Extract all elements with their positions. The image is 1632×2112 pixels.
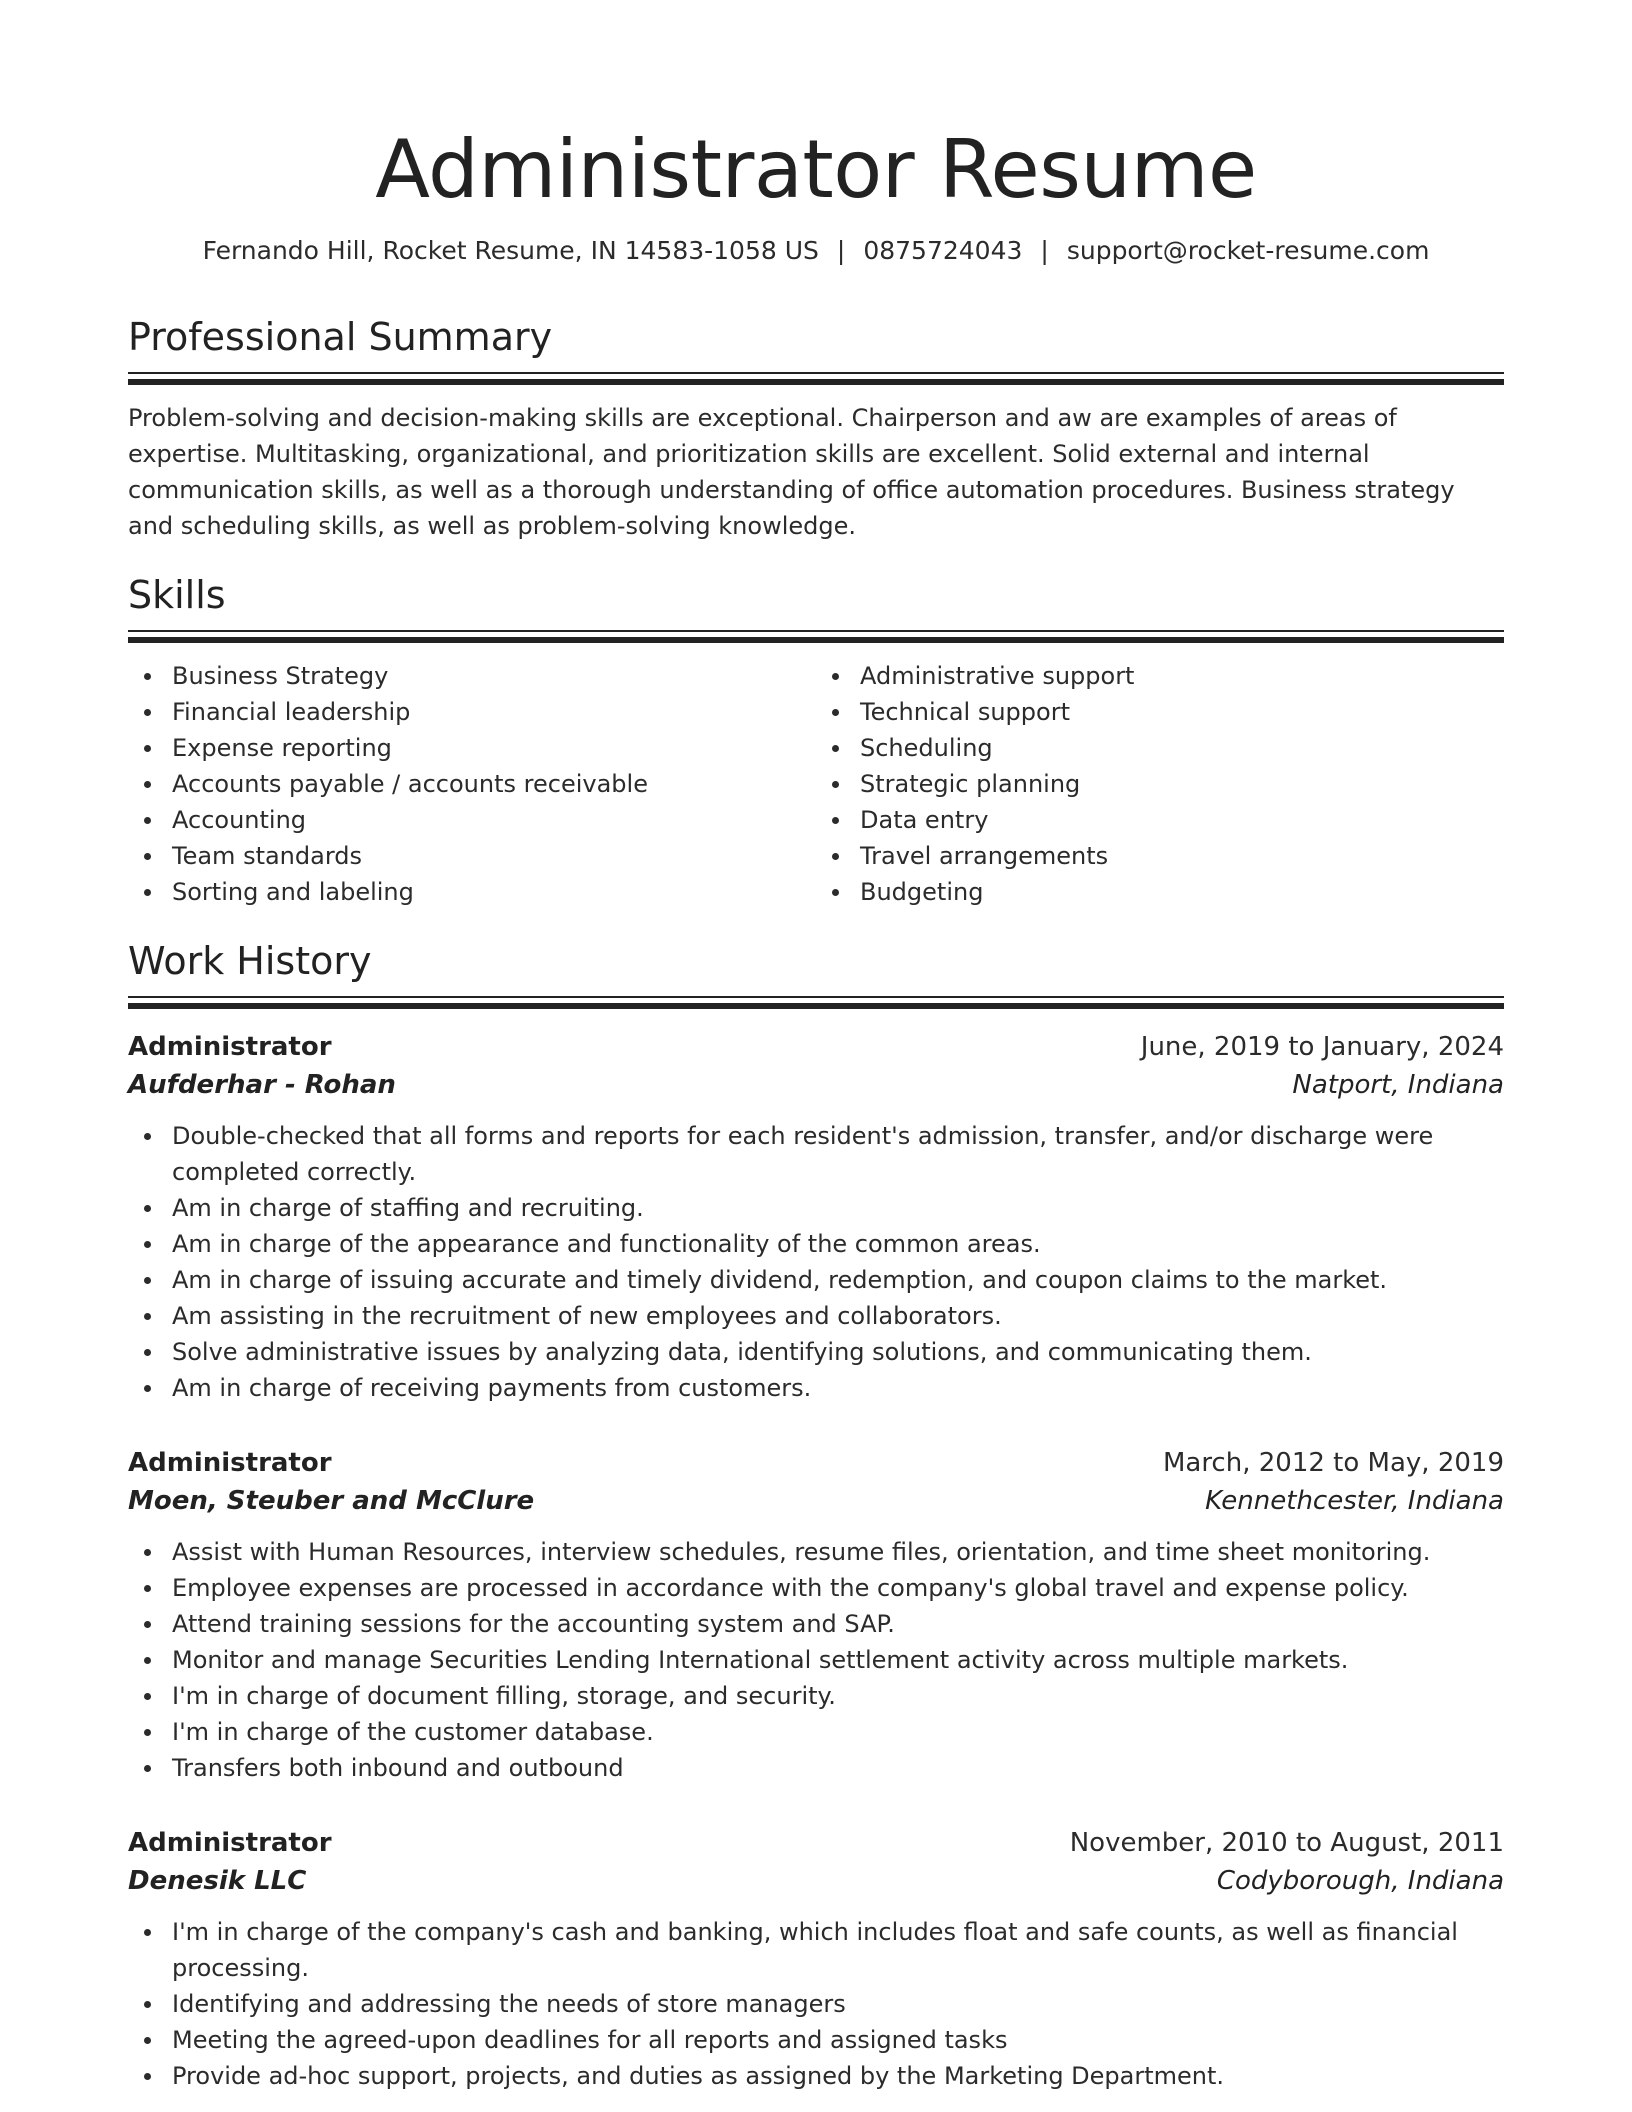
contact-separator: | [1040,236,1049,265]
job-duty: Am in charge of staffing and recruiting. [128,1190,1504,1226]
job-company-row [128,1066,1504,1104]
job-duty: Provide ad-hoc support, projects, and duties as assigned by the Marketing Department. [128,2058,1504,2094]
job-company: Aufderhar - Rohan [128,1070,396,1100]
skills-columns [128,658,1504,910]
job-header-row [128,1028,1504,1066]
skill-item: Scheduling [816,730,1504,766]
job-duty: Assist with Human Resources, interview schedules, resume files, orientation, and time sheet monitoring. [128,1534,1504,1570]
job-dates: June, 2019 to January, 2024 [1140,1032,1504,1062]
job-duty: Double-checked that all forms and reports for each resident's admission, transfer, and/or discharge were completed correctly. [128,1118,1504,1190]
job-duty: Employee expenses are processed in accordance with the company's global travel and expense policy. [128,1570,1504,1606]
job-dates: November, 2010 to August, 2011 [1069,1828,1504,1858]
summary-heading: Professional Summary [128,315,553,359]
job-entry [128,1824,1504,2094]
skill-item: Data entry [816,802,1504,838]
contact-email: support@rocket-resume.com [1066,236,1430,265]
skill-item: Business Strategy [128,658,816,694]
job-duty: I'm in charge of the customer database. [128,1714,1504,1750]
job-location: Natport, Indiana [1292,1070,1504,1100]
job-duty: Am in charge of issuing accurate and timely dividend, redemption, and coupon claims to the market. [128,1262,1504,1298]
job-location: Kennethcester, Indiana [1205,1486,1504,1516]
skills-heading: Skills [128,573,226,617]
job-title: Administrator [128,1032,332,1062]
job-company-row [128,1862,1504,1900]
summary-section [128,314,1504,544]
skill-item: Accounts payable / accounts receivable [128,766,816,802]
skill-item: Team standards [128,838,816,874]
job-header-row [128,1824,1504,1862]
job-duty: Am in charge of receiving payments from customers. [128,1370,1504,1406]
job-duty: Transfers both inbound and outbound [128,1750,1504,1786]
skill-item: Administrative support [816,658,1504,694]
job-duties-list [128,1534,1504,1786]
job-duty: Identifying and addressing the needs of store managers [128,1986,1504,2022]
section-divider [128,996,1504,1008]
job-duty: Solve administrative issues by analyzing data, identifying solutions, and communicating them. [128,1334,1504,1370]
job-duties-list [128,1118,1504,1406]
page-title: Administrator Resume [375,123,1257,216]
job-company: Moen, Steuber and McClure [128,1486,535,1516]
contact-phone: 0875724043 [863,236,1023,265]
work-history-section [128,938,1504,2094]
skills-list-right [816,658,1504,910]
job-duty: Meeting the agreed-upon deadlines for all reports and assigned tasks [128,2022,1504,2058]
job-dates: March, 2012 to May, 2019 [1162,1448,1504,1478]
skill-item: Strategic planning [816,766,1504,802]
job-duties-list [128,1914,1504,2094]
job-duty: I'm in charge of the company's cash and banking, which includes float and safe counts, as well as financial processing. [128,1914,1504,1986]
skill-item: Technical support [816,694,1504,730]
job-location: Codyborough, Indiana [1216,1866,1504,1896]
job-company: Denesik LLC [128,1866,307,1896]
contact-separator: | [836,236,846,265]
job-duty: Attend training sessions for the accounting system and SAP. [128,1606,1504,1642]
job-title: Administrator [128,1828,332,1858]
skill-item: Travel arrangements [816,838,1504,874]
contact-line [128,234,1504,268]
job-duty: Monitor and manage Securities Lending International settlement activity across multiple markets. [128,1642,1504,1678]
summary-text: Problem-solving and decision-making skills are exceptional. Chairperson and aw are examples of areas of expertise. Multitasking, organizational, and prioritization skills are excellent. Solid external and internal communication skills, as well as a thorough understanding of office automation procedures. Business strategy and scheduling skills, as well as problem-solving knowledge. [128,404,1455,540]
skill-item: Sorting and labeling [128,874,816,910]
job-entry [128,1028,1504,1406]
job-duty: Am assisting in the recruitment of new employees and collaborators. [128,1298,1504,1334]
section-divider [128,372,1504,384]
contact-address: Fernando Hill, Rocket Resume, IN 14583-1058 US [202,236,819,265]
job-company-row [128,1482,1504,1520]
job-duty: I'm in charge of document filling, storage, and security. [128,1678,1504,1714]
skills-section [128,572,1504,910]
skill-item: Expense reporting [128,730,816,766]
work-history-heading: Work History [128,939,372,983]
job-header-row [128,1444,1504,1482]
skill-item: Accounting [128,802,816,838]
skills-list-left [128,658,816,910]
job-entry [128,1444,1504,1786]
job-title: Administrator [128,1448,332,1478]
skill-item: Financial leadership [128,694,816,730]
section-divider [128,630,1504,642]
job-duty: Am in charge of the appearance and functionality of the common areas. [128,1226,1504,1262]
skill-item: Budgeting [816,874,1504,910]
